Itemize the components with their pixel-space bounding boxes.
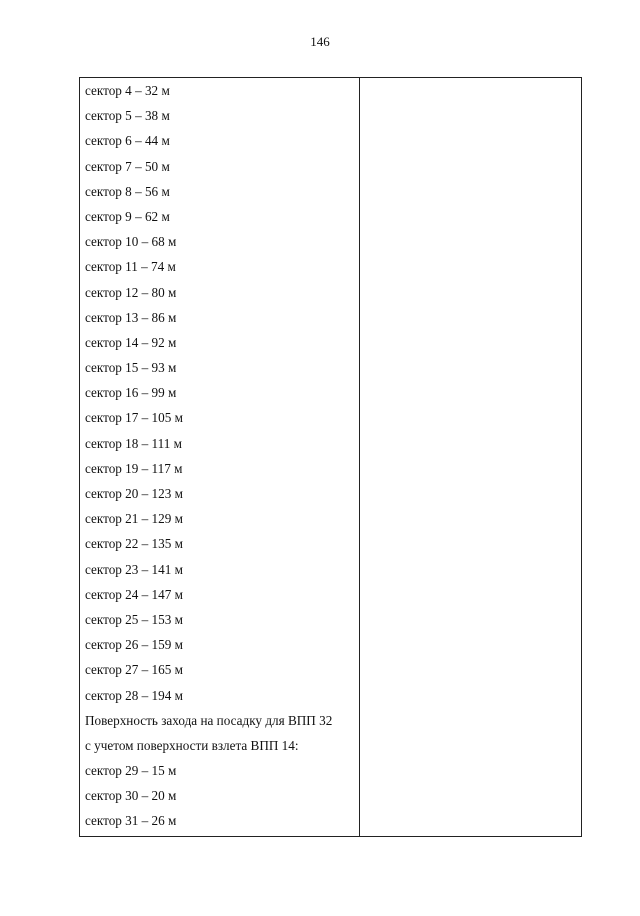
table-line: сектор 7 – 50 м: [85, 158, 170, 174]
column-divider: [359, 78, 360, 836]
table-line: сектор 19 – 117 м: [85, 460, 183, 476]
table-right-column: [361, 78, 581, 836]
table-line: сектор 27 – 165 м: [85, 662, 183, 678]
table-line: сектор 6 – 44 м: [85, 133, 170, 149]
table-line: сектор 15 – 93 м: [85, 360, 177, 376]
table-line: сектор 11 – 74 м: [85, 259, 176, 275]
table-left-column: [85, 82, 357, 838]
table-line: сектор 20 – 123 м: [85, 486, 183, 501]
table-line: сектор 4 – 32 м: [85, 83, 170, 98]
table-line: сектор 14 – 92 м: [85, 334, 177, 350]
table-line: сектор 31 – 26 м: [85, 813, 177, 829]
table-line: сектор 17 – 105 м: [85, 410, 183, 426]
table-line: сектор 23 – 141 м: [85, 561, 183, 577]
table-line: сектор 10 – 68 м: [85, 234, 177, 250]
table-line: сектор 29 – 15 м: [85, 763, 177, 779]
table-line: сектор 28 – 194 м: [85, 687, 183, 703]
table-line: сектор 13 – 86 м: [85, 309, 177, 325]
table-line: сектор 8 – 56 м: [85, 183, 170, 199]
table-line: сектор 9 – 62 м: [85, 208, 170, 224]
table-line: сектор 30 – 20 м: [85, 788, 177, 804]
table-line: сектор 12 – 80 м: [85, 284, 177, 300]
table-line: сектор 16 – 99 м: [85, 385, 177, 401]
table-line: сектор 22 – 135 м: [85, 536, 183, 552]
content-table: [79, 77, 582, 837]
table-line: сектор 18 – 111 м: [85, 435, 182, 451]
table-line: Поверхность захода на посадку для ВПП 32: [85, 712, 333, 728]
table-line: сектор 21 – 129 м: [85, 511, 183, 527]
table-line: сектор 26 – 159 м: [85, 637, 183, 653]
table-line: с учетом поверхности взлета ВПП 14:: [85, 737, 299, 753]
table-line: сектор 25 – 153 м: [85, 611, 183, 627]
table-line: сектор 5 – 38 м: [85, 108, 170, 124]
table-line: сектор 24 – 147 м: [85, 586, 183, 602]
page-number: 146: [310, 34, 330, 49]
